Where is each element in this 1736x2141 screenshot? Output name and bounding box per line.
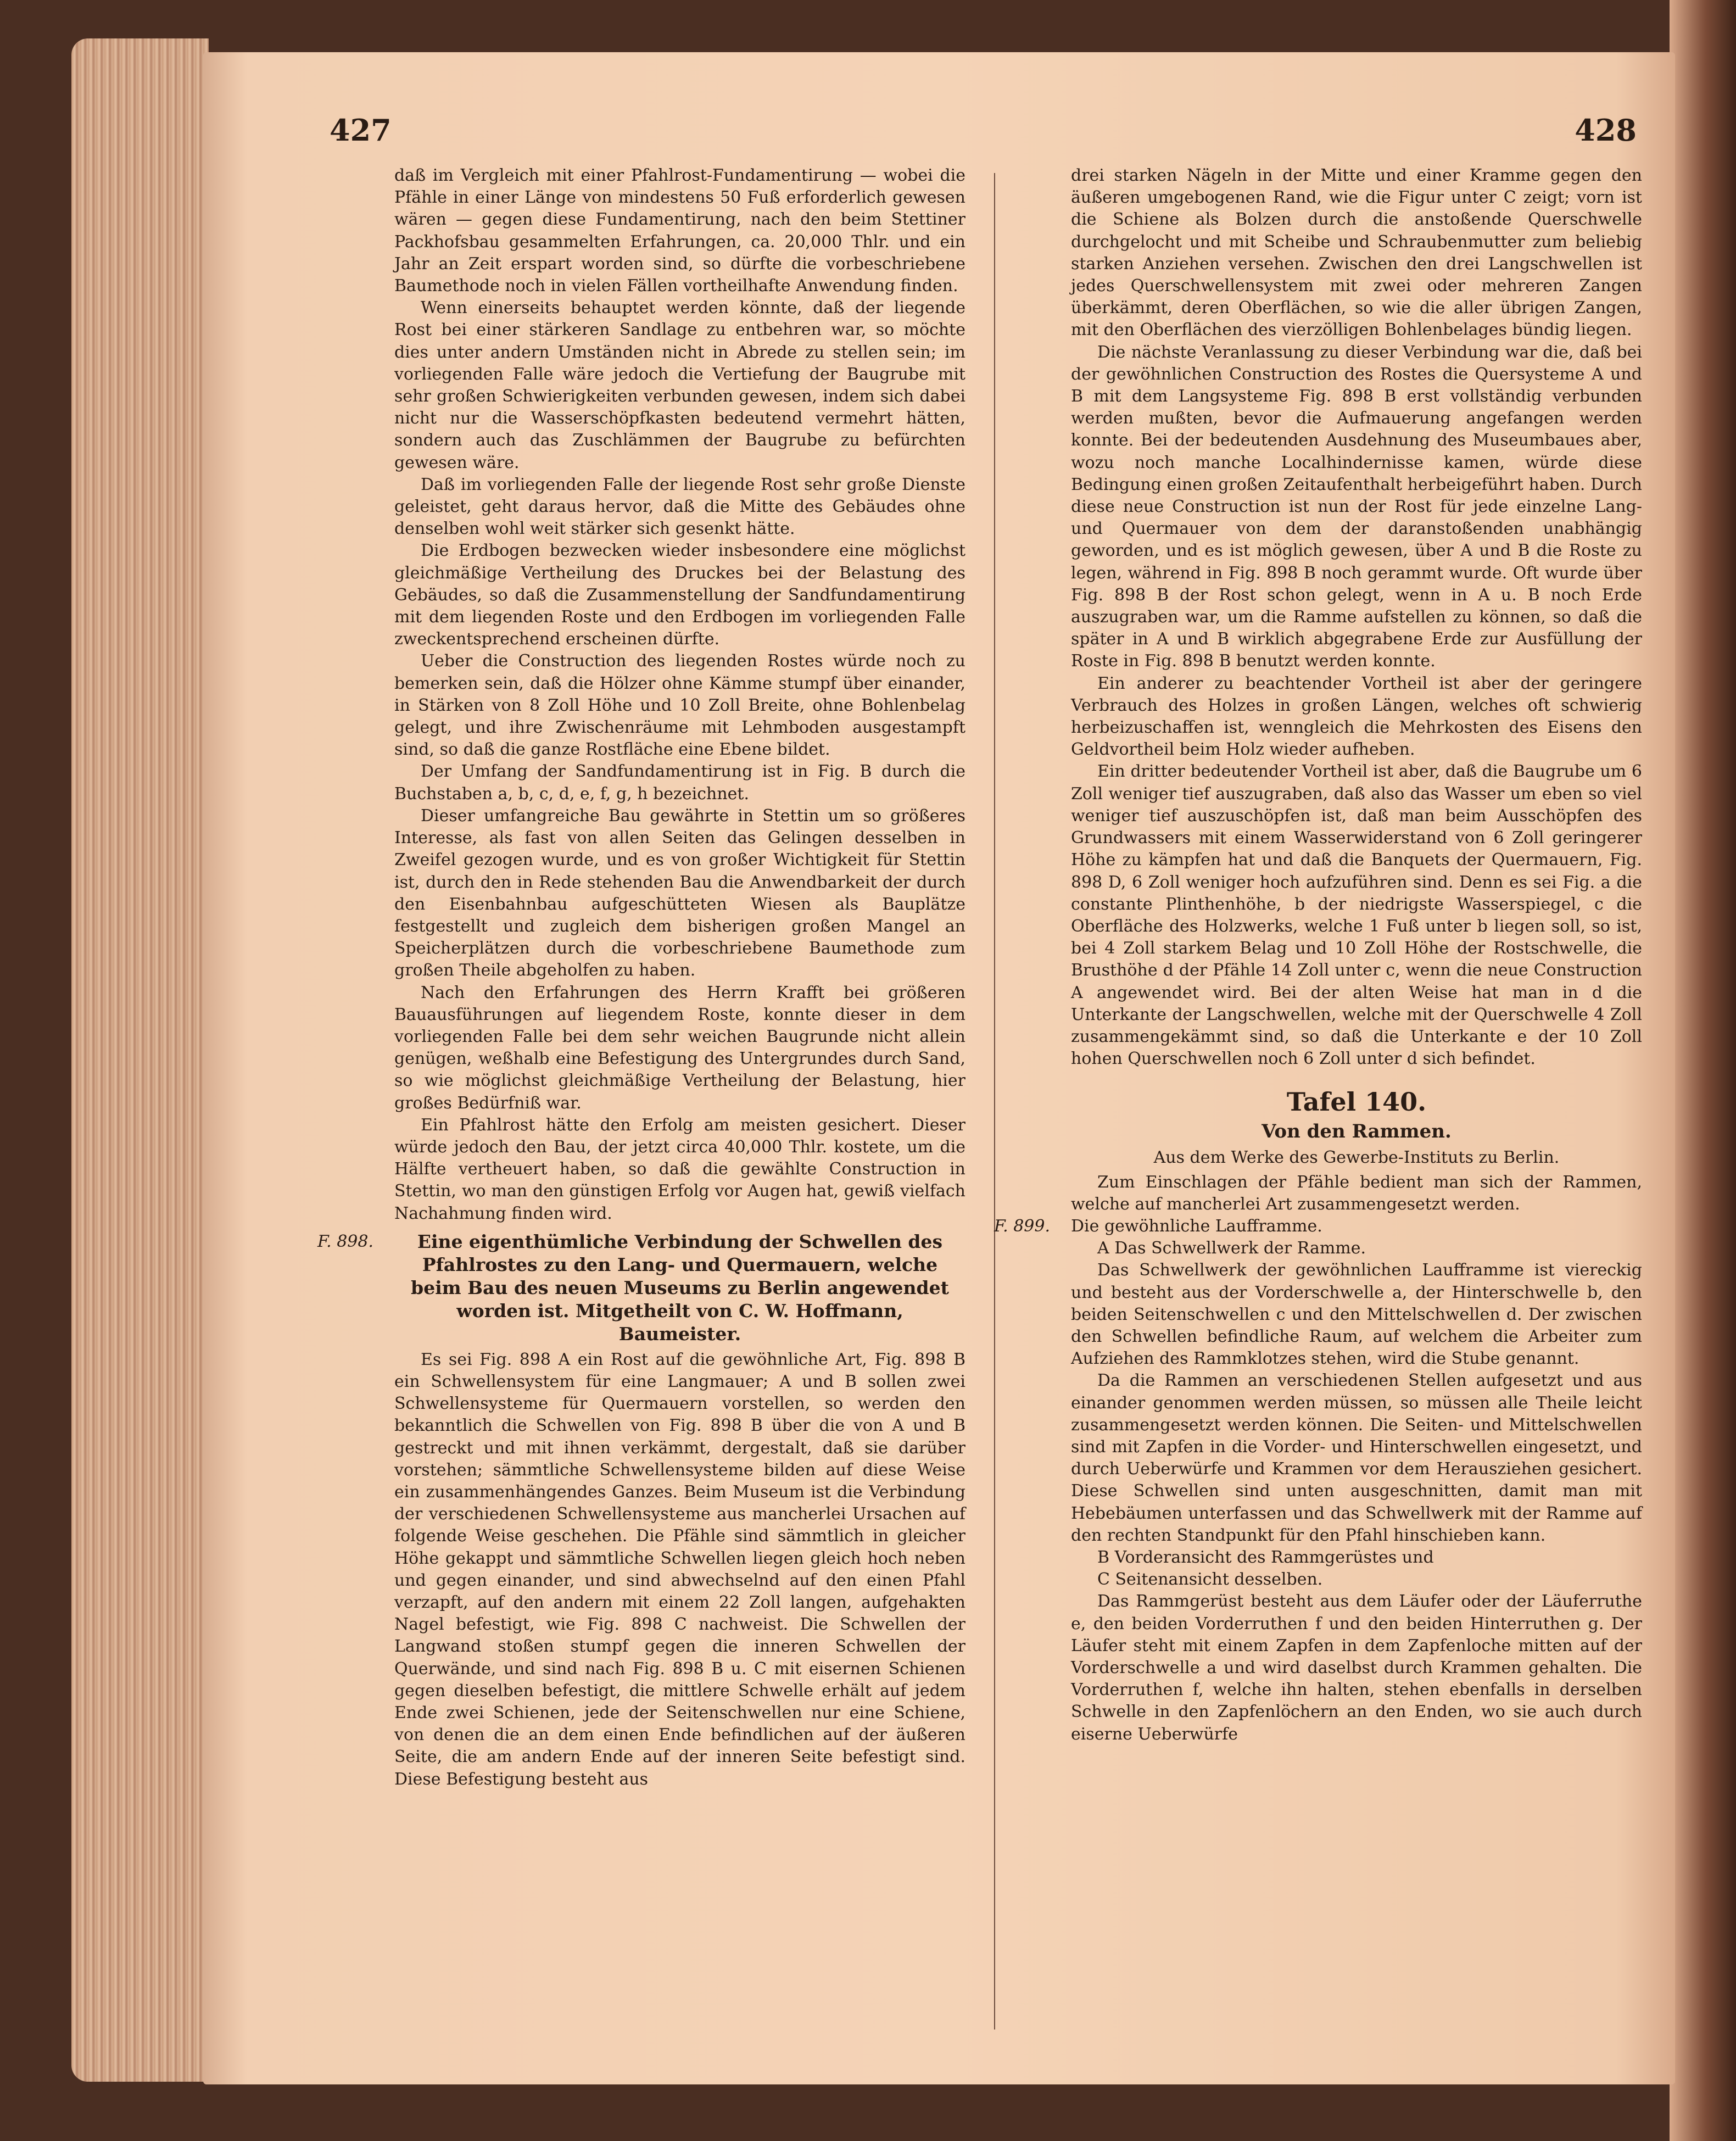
plate-source: Aus dem Werke des Gewerbe-Instituts zu Berlin.	[1153, 1148, 1560, 1168]
rammen-intro-paragraph: Zum Einschlagen der Pfähle bedient man sich der Rammen, welche auf mancherlei Art zusammengesetzt werden.	[1071, 1172, 1642, 1214]
left-paragraph-4: Die Erdbogen bezwecken wieder insbesondere eine möglichst gleichmäßige Vertheilung des Druckes bei der Belastung des Gebäudes, so daß die Zusammenstellung der Sandfundamentirung mit dem liegenden Roste und den Erdbogen im vorliegenden Falle zweckentsprechend erscheinen dürfte.	[394, 541, 965, 649]
page-edges	[71, 38, 209, 2082]
figure-898-label: F. 898.	[317, 1231, 374, 1251]
right-paragraph-4: Ein dritter bedeutender Vortheil ist aber, daß die Baugrube um 6 Zoll weniger tief auszugraben, daß also das Wasser um eben so viel weniger tief auszuschöpfen ist, daß man beim Ausschöpfen des Grundwassers mit einem Wasserwiderstand von 6 Zoll geringerer Höhe zu kämpfen hat und daß die Banquets der Quermauern, Fig. 898 D, 6 Zoll weniger hoch aufzuführen sind. Denn es sei Fig. a die constante Plinthenhöhe, b der niedrigste Wasserspiegel, c die Oberfläche des Holzwerks, welche 1 Fuß unter b liegen soll, so ist, bei 4 Zoll starkem Belag und 10 Zoll Höhe der Rostschwelle, die Brusthöhe d der Pfähle 14 Zoll unter c, wenn die neue Construction A angewendet wird. Bei der alten Weise hat man in d die Unterkante der Langschwellen, welche mit der Querschwelle 4 Zoll zusammengekämmt sind, so daß die Unterkante e der 10 Zoll hohen Querschwellen noch 6 Zoll unter d sich befindet.	[1071, 762, 1642, 1069]
figure-898-title: Eine eigenthümliche Verbindung der Schwellen des Pfahlrostes zu den Lang- und Quermauern, welche beim Bau des neuen Museums zu Berlin angewendet worden ist. Mitgetheilt von C. W. Hoffmann, Baumeister.	[411, 1230, 949, 1345]
right-page-number: 428	[1575, 113, 1637, 148]
plate-title: Tafel 140.	[1286, 1087, 1427, 1117]
figure-899-title: Die gewöhnliche Laufframme.	[1071, 1216, 1322, 1236]
item-a-line: A Das Schwellwerk der Ramme.	[1097, 1239, 1366, 1258]
left-paragraph-6: Der Umfang der Sandfundamentirung ist in Fig. B durch die Buchstaben a, b, c, d, e, f, g, h bezeichnet.	[394, 762, 965, 804]
left-paragraph-2: Wenn einerseits behauptet werden könnte, daß der liegende Rost bei einer stärkeren Sandlage zu entbehren war, so möchte dies unter andern Umständen nicht in Abrede zu stellen sein; im vorliegenden Falle wäre jedoch die Vertiefung der Baugrube mit sehr großen Schwierigkeiten verbunden gewesen, indem sich dabei nicht nur die Wasserschöpfkasten bedeutend vermehrt hätten, sondern auch das Zuschlämmen der Baugrube zu befürchten gewesen wäre.	[394, 298, 965, 472]
figure-899-label: F. 899.	[994, 1216, 1051, 1236]
figure-898-paragraph: Es sei Fig. 898 A ein Rost auf die gewöhnliche Art, Fig. 898 B ein Schwellensystem für eine Langmauer; A und B sollen zwei Schwellensysteme für Quermauern vorstellen, so werden den bekanntlich die Schwellen von Fig. 898 B über die von A und B gestreckt und mit ihnen verkämmt, dergestalt, daß sie darüber vorstehen; sämmtliche Schwellensysteme bilden auf diese Weise ein zusammenhängendes Ganzes. Beim Museum ist die Verbindung der verschiedenen Schwellensysteme aus mancherlei Ursachen auf folgende Weise geschehen. Die Pfähle sind sämmtlich in gleicher Höhe gekappt und sämmtliche Schwellen liegen gleich hoch neben und gegen einander, und sind abwechselnd auf den einen Pfahl verzapft, auf den andern mit einem 22 Zoll langen, aufgehakten Nagel befestigt, wie Fig. 898 C nachweist. Die Schwellen der Langwand stoßen stumpf gegen die inneren Schwellen der Querwände, und sind nach Fig. 898 B u. C mit eisernen Schienen gegen dieselben befestigt, die mittlere Schwelle erhält auf jedem Ende zwei Schienen, jede der Seitenschwellen nur eine Schiene, von denen die an dem einen Ende befindlichen auf der äußeren Seite, die am andern Ende auf der inneren Seite befestigt sind. Diese Befestigung besteht aus	[394, 1350, 965, 1789]
left-page-number: 427	[330, 113, 392, 148]
item-c-line: C Seitenansicht desselben.	[1097, 1570, 1323, 1590]
right-paragraph-3: Ein anderer zu beachtender Vortheil ist aber der geringere Verbrauch des Holzes in großen Längen, welches oft schwierig herbeizuschaffen ist, wenngleich die Mehrkosten des Eisens den Geldvortheil beim Holz wieder aufheben.	[1071, 673, 1642, 760]
figure-899-line	[994, 1216, 1642, 1237]
rammgeruest-paragraph: Das Rammgerüst besteht aus dem Läufer oder der Läuferruthe e, den beiden Vorderruthen f und den beiden Hinterruthen g. Der Läufer steht mit einem Zapfen in dem Zapfenloche mitten auf der Vorderschwelle a und wird daselbst durch Krammen gehalten. Die Vorderruthen f, welche ihn halten, stehen ebenfalls in derselben Schwelle in den Zapfenlöchern an den Enden, wo sie auch durch eiserne Ueberwürfe	[1071, 1592, 1642, 1744]
left-paragraph-3: Daß im vorliegenden Falle der liegende Rost sehr große Dienste geleistet, geht daraus hervor, daß die Mitte des Gebäudes ohne denselben wohl weit stärker sich gesenkt hätte.	[394, 475, 965, 539]
left-page-column	[317, 165, 965, 1791]
book-spine	[1670, 0, 1736, 2141]
right-page-column	[994, 165, 1642, 1746]
right-paragraph-1: drei starken Nägeln in der Mitte und einer Kramme gegen den äußeren umgebogenen Rand, wie die Figur unter C zeigt; vorn ist die Schiene als Bolzen durch die anstoßende Querschwelle durchgelocht und mit Scheibe und Schraubenmutter zum beliebig starken Anziehen versehen. Zwischen den drei Langschwellen ist jedes Querschwellensystem mit zwei oder mehreren Zangen überkämmt, deren Oberflächen, so wie die aller übrigen Zangen, mit den Oberflächen des vierzölligen Bohlenbelages bündig liegen.	[1071, 166, 1642, 340]
item-b-line: B Vorderansicht des Rammgerüstes und	[1097, 1547, 1434, 1567]
left-paragraph-8: Nach den Erfahrungen des Herrn Krafft bei größeren Bauausführungen auf liegendem Roste, konnte dieser in dem vorliegenden Falle bei dem sehr weichen Baugrunde nicht allein genügen, weßhalb eine Befestigung des Untergrundes durch Sand, so wie möglichst gleichmäßige Vertheilung der Belastung, hier großes Bedürfniß war.	[394, 983, 965, 1113]
left-paragraph-9: Ein Pfahlrost hätte den Erfolg am meisten gesichert. Dieser würde jedoch den Bau, der jetzt circa 40,000 Thlr. kostete, um die Hälfte vertheuert haben, so daß die gewählte Construction in Stettin, wo man den günstigen Erfolg vor Augen hat, gewiß vielfach Nachahmung finden wird.	[394, 1115, 965, 1223]
schwellwerk-paragraph-2: Da die Rammen an verschiedenen Stellen aufgesetzt und aus einander genommen werden müssen, so müssen alle Theile leicht zusammengesetzt werden können. Die Seiten- und Mittelschwellen sind mit Zapfen in die Vorder- und Hinterschwellen eingesetzt, und durch Ueberwürfe und Krammen vor dem Herausziehen gesichert. Diese Schwellen sind unten ausgeschnitten, damit man mit Hebebäumen unterfassen und das Schwellwerk mit der Ramme auf den rechten Standpunkt für den Pfahl hinschieben kann.	[1071, 1371, 1642, 1545]
figure-898-heading	[317, 1230, 965, 1346]
left-paragraph-7: Dieser umfangreiche Bau gewährte in Stettin um so größeres Interesse, als fast von allen Seiten das Gelingen desselben in Zweifel gezogen wurde, und es von großer Wichtigkeit für Stettin ist, durch den in Rede stehenden Bau die Anwendbarkeit der durch den Eisenbahnbau aufgeschütteten Wiesen als Bauplätze festgestellt und zugleich dem bisherigen großen Mangel an Speicherplätzen durch die vorbeschriebene Baumethode zum großen Theile abgeholfen zu haben.	[394, 806, 965, 980]
column-divider	[994, 173, 995, 2030]
plate-subtitle: Von den Rammen.	[1261, 1120, 1452, 1143]
left-paragraph-5: Ueber die Construction des liegenden Rostes würde noch zu bemerken sein, daß die Hölzer ohne Kämme stumpf über einander, in Stärken von 8 Zoll Höhe und 10 Zoll Breite, ohne Bohlenbelag gelegt, und ihre Zwischenräume mit Lehmboden ausgestampft sind, so daß die ganze Rostfläche eine Ebene bildet.	[394, 651, 965, 760]
left-paragraph-1: daß im Vergleich mit einer Pfahlrost-Fundamentirung — wobei die Pfähle in einer Länge von mindestens 50 Fuß erforderlich gewesen wären — gegen diese Fundamentirung, nach den beim Stettiner Packhofsbau gesammelten Erfahrungen, ca. 20,000 Thlr. und ein Jahr an Zeit erspart worden sind, so dürfte die vorbeschriebene Baumethode noch in vielen Fällen vortheilhafte Anwendung finden.	[394, 166, 965, 296]
schwellwerk-paragraph-1: Das Schwellwerk der gewöhnlichen Laufframme ist viereckig und besteht aus der Vorderschwelle a, der Hinterschwelle b, den beiden Seitenschwellen c und den Mittelschwellen d. Der zwischen den Schwellen befindliche Raum, auf welchem die Arbeiter zum Aufziehen des Rammklotzes stehen, wird die Stube genannt.	[1071, 1261, 1642, 1369]
right-paragraph-2: Die nächste Veranlassung zu dieser Verbindung war die, daß bei der gewöhnlichen Construction des Rostes die Quersysteme A und B mit dem Langsysteme Fig. 898 B erst vollständig verbunden werden mußten, bevor die Aufmauerung angefangen werden konnte. Bei der bedeutenden Ausdehnung des Museumbaues aber, wozu noch manche Localhindernisse kamen, würde diese Bedingung einen großen Zeitaufenthalt herbeigeführt haben. Durch diese neue Construction ist nun der Rost für jede einzelne Lang- und Quermauer von dem der daranstoßenden unabhängig geworden, und es ist möglich gewesen, über A und B die Roste zu legen, während in Fig. 898 B noch gerammt wurde. Oft wurde über Fig. 898 B der Rost schon gelegt, wenn in A u. B noch Erde auszugraben war, um die Ramme aufstellen zu können, so daß die später in A und B wirklich abgegrabene Erde zur Ausfüllung der Roste in Fig. 898 B benutzt werden konnte.	[1071, 342, 1642, 671]
book-spread	[203, 52, 1675, 2084]
